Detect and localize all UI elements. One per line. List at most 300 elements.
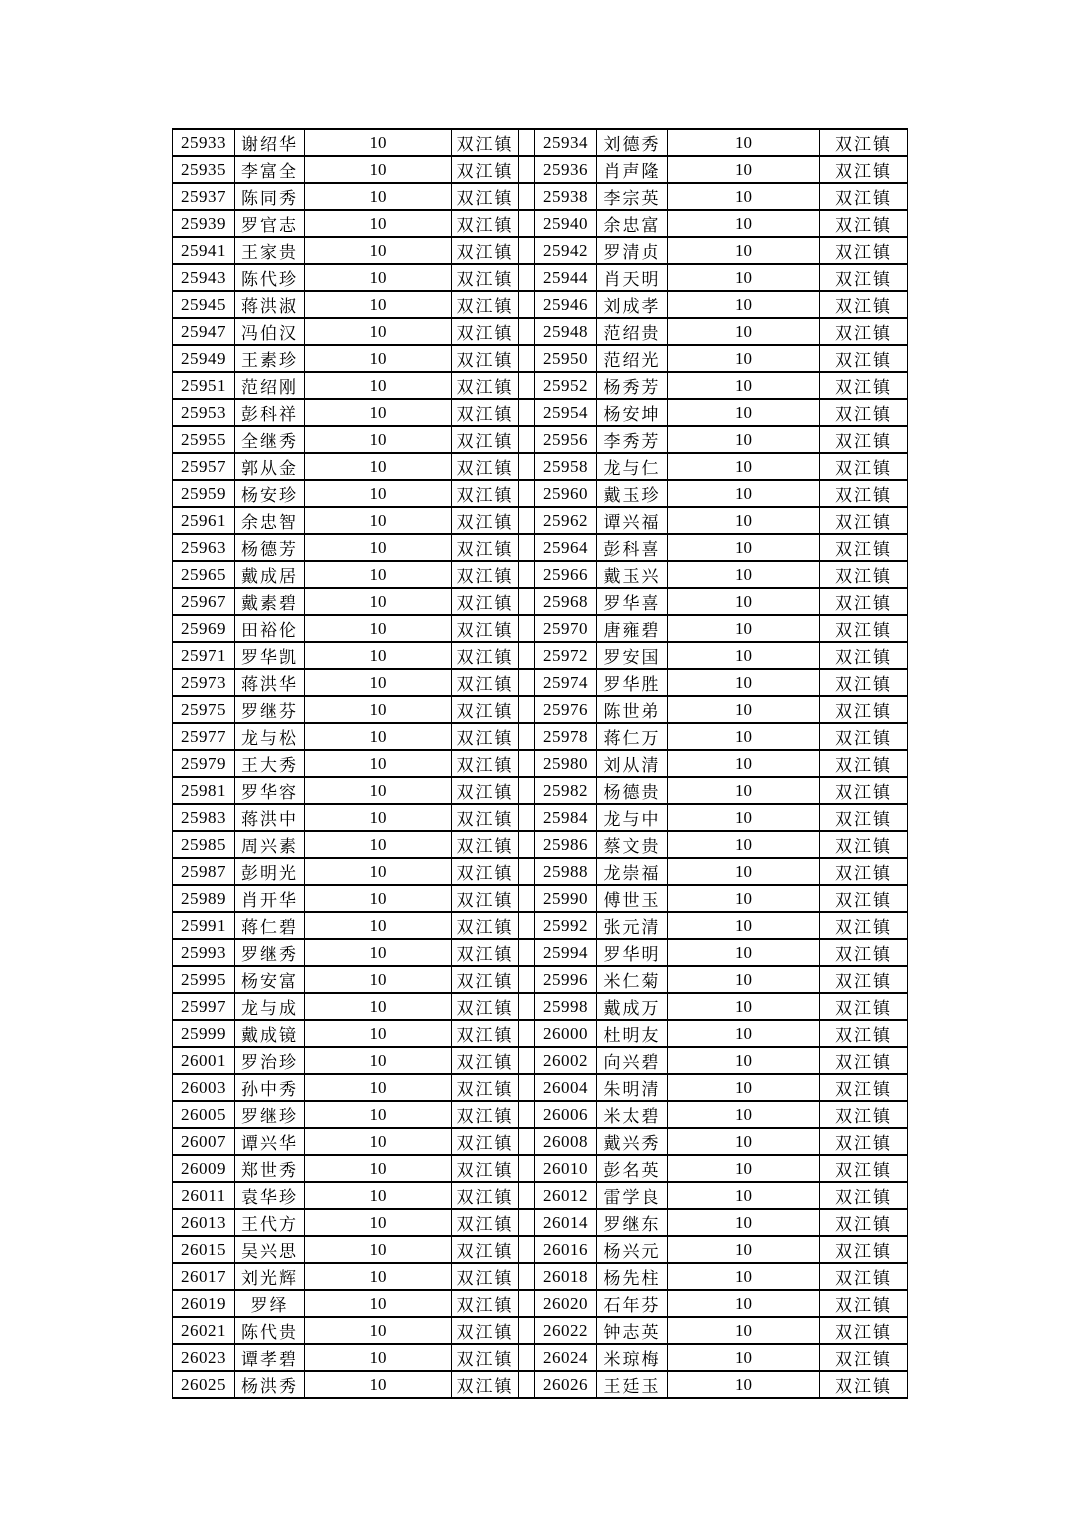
record-id: 26010	[535, 1155, 597, 1182]
record-id: 25962	[535, 507, 597, 534]
table-row	[173, 966, 908, 993]
record-id: 25944	[535, 264, 597, 291]
record-amount: 10	[668, 318, 820, 345]
record-id: 25977	[173, 723, 235, 750]
record-town: 双江镇	[820, 642, 908, 669]
record-id: 25959	[173, 480, 235, 507]
column-divider	[519, 1182, 535, 1209]
record-id: 26015	[173, 1236, 235, 1263]
record-id: 26024	[535, 1344, 597, 1371]
table-row	[173, 426, 908, 453]
record-name: 杨安富	[235, 966, 305, 993]
record-amount: 10	[305, 1074, 452, 1101]
record-id: 26001	[173, 1047, 235, 1074]
record-town: 双江镇	[452, 1344, 519, 1371]
record-amount: 10	[305, 129, 452, 156]
record-name: 杨安珍	[235, 480, 305, 507]
column-divider	[519, 480, 535, 507]
record-name: 谢绍华	[235, 129, 305, 156]
record-name: 彭科祥	[235, 399, 305, 426]
record-town: 双江镇	[452, 669, 519, 696]
record-id: 25967	[173, 588, 235, 615]
record-town: 双江镇	[452, 642, 519, 669]
record-amount: 10	[668, 453, 820, 480]
record-amount: 10	[668, 939, 820, 966]
record-amount: 10	[305, 993, 452, 1020]
record-town: 双江镇	[820, 858, 908, 885]
column-divider	[519, 129, 535, 156]
record-name: 田裕伦	[235, 615, 305, 642]
record-amount: 10	[668, 1128, 820, 1155]
record-amount: 10	[668, 615, 820, 642]
column-divider	[519, 1371, 535, 1398]
record-id: 26009	[173, 1155, 235, 1182]
record-name: 李富全	[235, 156, 305, 183]
record-name: 蒋仁碧	[235, 912, 305, 939]
record-town: 双江镇	[452, 1128, 519, 1155]
record-amount: 10	[305, 1182, 452, 1209]
table-row	[173, 669, 908, 696]
record-name: 罗华喜	[597, 588, 668, 615]
record-town: 双江镇	[452, 858, 519, 885]
record-town: 双江镇	[452, 1209, 519, 1236]
record-town: 双江镇	[452, 534, 519, 561]
record-amount: 10	[668, 1344, 820, 1371]
record-id: 25966	[535, 561, 597, 588]
record-id: 25937	[173, 183, 235, 210]
record-amount: 10	[305, 1371, 452, 1398]
record-id: 25936	[535, 156, 597, 183]
record-name: 陈代贵	[235, 1317, 305, 1344]
record-amount: 10	[305, 453, 452, 480]
record-id: 25947	[173, 318, 235, 345]
record-town: 双江镇	[452, 1020, 519, 1047]
table-row	[173, 453, 908, 480]
record-amount: 10	[305, 264, 452, 291]
record-name: 杨德芳	[235, 534, 305, 561]
record-town: 双江镇	[452, 804, 519, 831]
record-town: 双江镇	[820, 156, 908, 183]
record-town: 双江镇	[452, 156, 519, 183]
record-id: 25993	[173, 939, 235, 966]
record-id: 25969	[173, 615, 235, 642]
record-amount: 10	[668, 804, 820, 831]
record-amount: 10	[305, 1290, 452, 1317]
record-id: 26019	[173, 1290, 235, 1317]
record-amount: 10	[305, 480, 452, 507]
record-town: 双江镇	[820, 372, 908, 399]
table-row	[173, 642, 908, 669]
record-id: 26007	[173, 1128, 235, 1155]
record-town: 双江镇	[820, 1263, 908, 1290]
column-divider	[519, 1074, 535, 1101]
record-amount: 10	[668, 507, 820, 534]
record-town: 双江镇	[820, 1290, 908, 1317]
column-divider	[519, 696, 535, 723]
column-divider	[519, 156, 535, 183]
table-row	[173, 1128, 908, 1155]
column-divider	[519, 615, 535, 642]
record-amount: 10	[305, 966, 452, 993]
record-name: 刘成孝	[597, 291, 668, 318]
record-amount: 10	[305, 237, 452, 264]
record-amount: 10	[668, 210, 820, 237]
record-name: 李宗英	[597, 183, 668, 210]
record-name: 吴兴思	[235, 1236, 305, 1263]
record-id: 25979	[173, 750, 235, 777]
column-divider	[519, 1128, 535, 1155]
record-name: 杨德贵	[597, 777, 668, 804]
record-name: 王代方	[235, 1209, 305, 1236]
record-town: 双江镇	[452, 480, 519, 507]
column-divider	[519, 831, 535, 858]
record-id: 25971	[173, 642, 235, 669]
record-name: 戴兴秀	[597, 1128, 668, 1155]
record-amount: 10	[305, 669, 452, 696]
record-id: 25996	[535, 966, 597, 993]
record-id: 26021	[173, 1317, 235, 1344]
record-town: 双江镇	[452, 345, 519, 372]
record-id: 26003	[173, 1074, 235, 1101]
column-divider	[519, 372, 535, 399]
record-town: 双江镇	[820, 615, 908, 642]
record-amount: 10	[668, 156, 820, 183]
column-divider	[519, 1236, 535, 1263]
record-town: 双江镇	[452, 210, 519, 237]
record-id: 25987	[173, 858, 235, 885]
record-name: 蒋仁万	[597, 723, 668, 750]
table-row	[173, 561, 908, 588]
record-name: 蒋洪中	[235, 804, 305, 831]
record-town: 双江镇	[452, 399, 519, 426]
column-divider	[519, 669, 535, 696]
table-row	[173, 912, 908, 939]
record-id: 25957	[173, 453, 235, 480]
record-name: 戴成居	[235, 561, 305, 588]
record-town: 双江镇	[820, 669, 908, 696]
record-amount: 10	[305, 615, 452, 642]
record-id: 25981	[173, 777, 235, 804]
table-row	[173, 156, 908, 183]
record-town: 双江镇	[820, 1317, 908, 1344]
record-name: 罗继珍	[235, 1101, 305, 1128]
record-amount: 10	[668, 723, 820, 750]
record-name: 罗治珍	[235, 1047, 305, 1074]
record-town: 双江镇	[820, 885, 908, 912]
record-town: 双江镇	[452, 615, 519, 642]
table-row	[173, 1047, 908, 1074]
record-amount: 10	[305, 318, 452, 345]
record-town: 双江镇	[452, 1074, 519, 1101]
column-divider	[519, 777, 535, 804]
record-amount: 10	[668, 1371, 820, 1398]
record-amount: 10	[305, 1209, 452, 1236]
record-id: 26016	[535, 1236, 597, 1263]
record-name: 罗安国	[597, 642, 668, 669]
record-name: 郭从金	[235, 453, 305, 480]
record-name: 肖声隆	[597, 156, 668, 183]
record-id: 25992	[535, 912, 597, 939]
column-divider	[519, 183, 535, 210]
column-divider	[519, 912, 535, 939]
record-id: 25951	[173, 372, 235, 399]
record-id: 25995	[173, 966, 235, 993]
record-name: 彭科喜	[597, 534, 668, 561]
record-id: 25970	[535, 615, 597, 642]
table-row	[173, 372, 908, 399]
record-town: 双江镇	[452, 1101, 519, 1128]
record-amount: 10	[668, 183, 820, 210]
table-row	[173, 777, 908, 804]
record-amount: 10	[305, 831, 452, 858]
record-town: 双江镇	[820, 966, 908, 993]
record-town: 双江镇	[820, 1074, 908, 1101]
record-id: 25963	[173, 534, 235, 561]
record-name: 彭名英	[597, 1155, 668, 1182]
record-id: 26023	[173, 1344, 235, 1371]
record-name: 罗华胜	[597, 669, 668, 696]
record-amount: 10	[305, 723, 452, 750]
table-row	[173, 345, 908, 372]
record-name: 刘从清	[597, 750, 668, 777]
record-id: 25964	[535, 534, 597, 561]
column-divider	[519, 1101, 535, 1128]
record-town: 双江镇	[452, 183, 519, 210]
record-amount: 10	[305, 1236, 452, 1263]
records-table-body	[173, 129, 908, 1398]
record-town: 双江镇	[820, 777, 908, 804]
table-row	[173, 993, 908, 1020]
record-name: 刘德秀	[597, 129, 668, 156]
record-amount: 10	[668, 777, 820, 804]
column-divider	[519, 642, 535, 669]
record-amount: 10	[668, 1263, 820, 1290]
record-name: 郑世秀	[235, 1155, 305, 1182]
table-row	[173, 237, 908, 264]
column-divider	[519, 1047, 535, 1074]
record-name: 米仁菊	[597, 966, 668, 993]
record-amount: 10	[668, 1290, 820, 1317]
table-row	[173, 480, 908, 507]
record-id: 25978	[535, 723, 597, 750]
record-town: 双江镇	[820, 1020, 908, 1047]
record-id: 25999	[173, 1020, 235, 1047]
record-town: 双江镇	[820, 1344, 908, 1371]
record-town: 双江镇	[452, 723, 519, 750]
table-row	[173, 1317, 908, 1344]
record-town: 双江镇	[452, 264, 519, 291]
record-id: 26012	[535, 1182, 597, 1209]
table-row	[173, 1074, 908, 1101]
record-name: 陈世弟	[597, 696, 668, 723]
table-row	[173, 507, 908, 534]
record-name: 杨安坤	[597, 399, 668, 426]
record-amount: 10	[668, 264, 820, 291]
record-name: 米琼梅	[597, 1344, 668, 1371]
record-id: 26017	[173, 1263, 235, 1290]
table-row	[173, 264, 908, 291]
column-divider	[519, 1290, 535, 1317]
record-town: 双江镇	[452, 372, 519, 399]
table-row	[173, 1101, 908, 1128]
record-amount: 10	[668, 1209, 820, 1236]
column-divider	[519, 939, 535, 966]
record-town: 双江镇	[452, 696, 519, 723]
record-name: 戴成万	[597, 993, 668, 1020]
record-id: 25989	[173, 885, 235, 912]
record-amount: 10	[305, 399, 452, 426]
record-town: 双江镇	[820, 237, 908, 264]
record-name: 王廷玉	[597, 1371, 668, 1398]
record-amount: 10	[668, 399, 820, 426]
record-amount: 10	[668, 372, 820, 399]
record-town: 双江镇	[820, 507, 908, 534]
record-name: 刘光辉	[235, 1263, 305, 1290]
record-name: 戴成镜	[235, 1020, 305, 1047]
record-name: 范绍光	[597, 345, 668, 372]
record-name: 肖开华	[235, 885, 305, 912]
column-divider	[519, 1344, 535, 1371]
record-town: 双江镇	[452, 1155, 519, 1182]
record-town: 双江镇	[820, 318, 908, 345]
record-town: 双江镇	[820, 264, 908, 291]
record-name: 彭明光	[235, 858, 305, 885]
record-town: 双江镇	[452, 1182, 519, 1209]
record-name: 范绍贵	[597, 318, 668, 345]
record-id: 25985	[173, 831, 235, 858]
record-name: 谭兴华	[235, 1128, 305, 1155]
record-town: 双江镇	[452, 237, 519, 264]
record-town: 双江镇	[820, 1182, 908, 1209]
column-divider	[519, 237, 535, 264]
record-id: 25983	[173, 804, 235, 831]
record-name: 全继秀	[235, 426, 305, 453]
record-name: 余忠智	[235, 507, 305, 534]
record-name: 戴素碧	[235, 588, 305, 615]
record-name: 谭兴福	[597, 507, 668, 534]
record-id: 25984	[535, 804, 597, 831]
record-town: 双江镇	[452, 777, 519, 804]
record-amount: 10	[305, 507, 452, 534]
record-town: 双江镇	[820, 480, 908, 507]
record-id: 25960	[535, 480, 597, 507]
column-divider	[519, 750, 535, 777]
record-id: 25954	[535, 399, 597, 426]
record-amount: 10	[668, 588, 820, 615]
record-name: 傅世玉	[597, 885, 668, 912]
record-id: 25965	[173, 561, 235, 588]
record-amount: 10	[305, 1344, 452, 1371]
table-row	[173, 1209, 908, 1236]
record-amount: 10	[305, 534, 452, 561]
record-amount: 10	[305, 804, 452, 831]
record-name: 钟志英	[597, 1317, 668, 1344]
record-amount: 10	[305, 885, 452, 912]
record-amount: 10	[305, 1128, 452, 1155]
record-id: 26020	[535, 1290, 597, 1317]
record-name: 龙与成	[235, 993, 305, 1020]
record-name: 罗清贞	[597, 237, 668, 264]
record-id: 26000	[535, 1020, 597, 1047]
column-divider	[519, 1209, 535, 1236]
record-town: 双江镇	[820, 1047, 908, 1074]
table-row	[173, 129, 908, 156]
table-row	[173, 750, 908, 777]
record-town: 双江镇	[452, 1047, 519, 1074]
table-row	[173, 885, 908, 912]
record-town: 双江镇	[820, 1236, 908, 1263]
record-town: 双江镇	[820, 561, 908, 588]
table-row	[173, 804, 908, 831]
column-divider	[519, 723, 535, 750]
record-town: 双江镇	[820, 291, 908, 318]
record-amount: 10	[668, 1155, 820, 1182]
column-divider	[519, 858, 535, 885]
column-divider	[519, 885, 535, 912]
record-town: 双江镇	[820, 399, 908, 426]
table-row	[173, 1155, 908, 1182]
record-amount: 10	[305, 750, 452, 777]
record-id: 25980	[535, 750, 597, 777]
column-divider	[519, 804, 535, 831]
record-name: 余忠富	[597, 210, 668, 237]
table-row	[173, 1344, 908, 1371]
record-id: 25991	[173, 912, 235, 939]
record-id: 25994	[535, 939, 597, 966]
record-id: 25968	[535, 588, 597, 615]
record-id: 26002	[535, 1047, 597, 1074]
table-row	[173, 939, 908, 966]
record-amount: 10	[305, 561, 452, 588]
record-amount: 10	[668, 1020, 820, 1047]
record-id: 25972	[535, 642, 597, 669]
record-id: 26011	[173, 1182, 235, 1209]
record-amount: 10	[668, 1047, 820, 1074]
record-town: 双江镇	[820, 1371, 908, 1398]
record-town: 双江镇	[452, 1371, 519, 1398]
record-id: 25934	[535, 129, 597, 156]
record-amount: 10	[668, 1074, 820, 1101]
record-town: 双江镇	[820, 804, 908, 831]
record-name: 陈代珍	[235, 264, 305, 291]
record-name: 向兴碧	[597, 1047, 668, 1074]
record-town: 双江镇	[820, 210, 908, 237]
record-name: 戴玉珍	[597, 480, 668, 507]
table-row	[173, 696, 908, 723]
column-divider	[519, 588, 535, 615]
record-amount: 10	[668, 750, 820, 777]
record-amount: 10	[305, 939, 452, 966]
record-id: 25950	[535, 345, 597, 372]
record-name: 罗华凯	[235, 642, 305, 669]
record-name: 罗继芬	[235, 696, 305, 723]
record-amount: 10	[305, 183, 452, 210]
record-town: 双江镇	[452, 453, 519, 480]
record-amount: 10	[305, 1155, 452, 1182]
record-name: 王家贵	[235, 237, 305, 264]
record-name: 周兴素	[235, 831, 305, 858]
record-town: 双江镇	[820, 1209, 908, 1236]
record-name: 蒋洪华	[235, 669, 305, 696]
record-name: 龙崇福	[597, 858, 668, 885]
record-id: 25952	[535, 372, 597, 399]
record-town: 双江镇	[820, 696, 908, 723]
record-id: 25941	[173, 237, 235, 264]
record-amount: 10	[305, 1101, 452, 1128]
record-name: 罗官志	[235, 210, 305, 237]
record-amount: 10	[668, 993, 820, 1020]
record-town: 双江镇	[820, 1155, 908, 1182]
